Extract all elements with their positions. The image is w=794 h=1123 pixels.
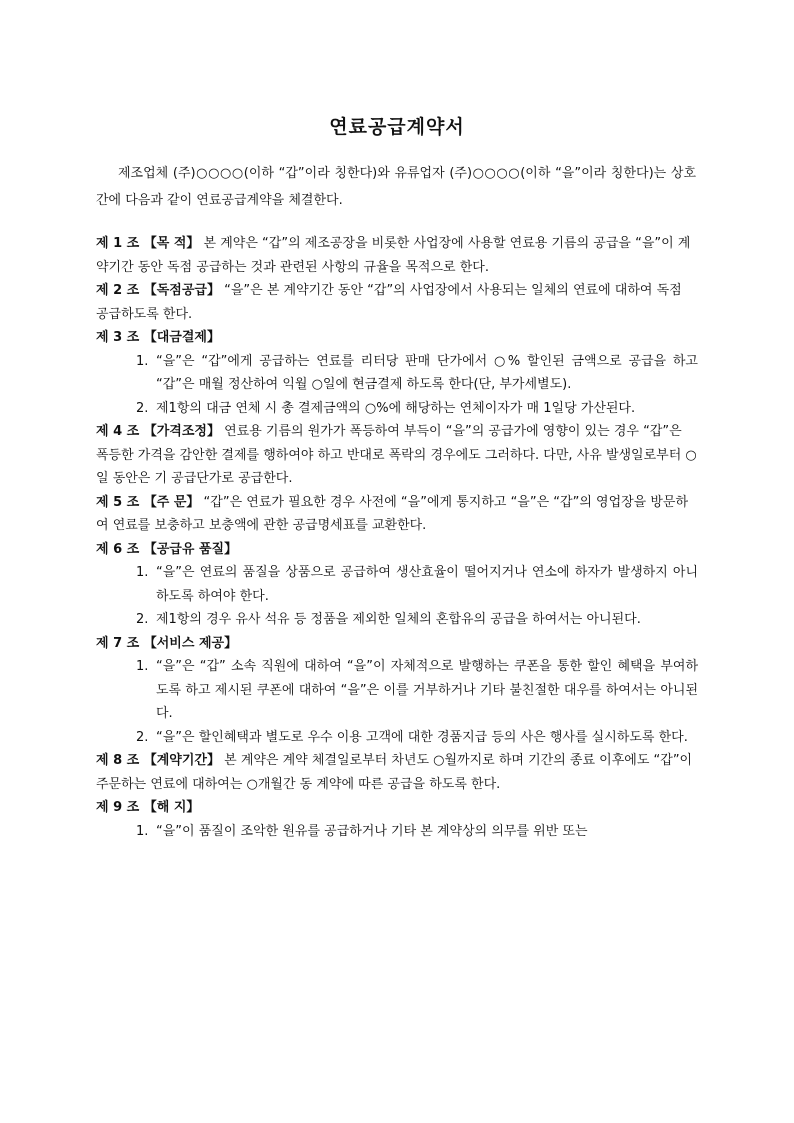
item-number: 2. <box>136 400 149 416</box>
article-heading <box>96 753 220 768</box>
article-number: 제 4 조 <box>96 424 140 439</box>
article <box>96 491 698 538</box>
article-title: 【주 문】 <box>143 494 200 510</box>
article <box>96 232 698 279</box>
article-item <box>96 561 698 608</box>
article <box>96 796 698 820</box>
article-title: 【해 지】 <box>143 800 200 815</box>
article-text: “갑”은 연료가 필요한 경우 사전에 “을”에게 통지하고 “을”은 “갑”의 영업장을 방문하여 연료를 보충하고 보충액에 관한 공급명세표를 교환한다. <box>96 494 689 533</box>
article-heading <box>96 495 199 510</box>
article <box>96 420 698 491</box>
article-title: 【공급유 품질】 <box>143 541 238 557</box>
item-number: 2. <box>136 729 149 745</box>
article-text: 본 계약은 “갑”의 제조공장을 비롯한 사업장에 사용할 연료용 기름의 공급을 “을”이 계약기간 동안 독점 공급하는 것과 관련된 사항의 규율을 목적으로 한다. <box>96 236 691 275</box>
article <box>96 538 698 562</box>
article-title: 【서비스 제공】 <box>143 635 238 651</box>
item-text: 제1항의 대금 연체 시 총 결제금액의 ○%에 해당하는 연체이자가 매 1일당 가산된다. <box>156 400 636 416</box>
article-text: 연료용 기름의 원가가 폭등하여 부득이 “을”의 공급가에 영향이 있는 경우 “갑”은 폭등한 가격을 감안한 결제를 행하여야 하고 반대로 폭락의 경우에도 그러하다. 다만, 사유 발생일로부터 ○일 동안은 기 공급단가로 공급한다. <box>96 424 697 486</box>
item-number: 1. <box>136 823 149 839</box>
article-heading <box>96 424 220 439</box>
article-title: 【독점공급】 <box>143 283 220 298</box>
article-number: 제 8 조 <box>96 753 140 768</box>
item-number: 1. <box>136 353 149 369</box>
article-item <box>96 820 698 844</box>
item-number: 1. <box>136 659 149 674</box>
article-title: 【목 적】 <box>143 236 200 251</box>
article-number: 제 2 조 <box>96 283 140 298</box>
item-text: “을”은 “갑”에게 공급하는 연료를 리터당 판매 단가에서 ○% 할인된 금액으로 공급을 하고 “갑”은 매월 정산하여 익월 ○일에 현금결제 하도록 한다(단, 부가세별도). <box>156 353 698 392</box>
article-heading <box>96 236 199 251</box>
article <box>96 279 698 326</box>
article <box>96 749 698 796</box>
article-number: 제 6 조 <box>96 541 140 557</box>
item-number: 1. <box>136 565 149 580</box>
article <box>96 632 698 656</box>
item-text: “을”은 “갑” 소속 직원에 대하여 “을”이 자체적으로 발행하는 쿠폰을 통한 할인 혜택을 부여하도록 하고 제시된 쿠폰에 대하여 “을”은 이를 거부하거나 기타 불친절한 대우를 하여서는 아니된다. <box>156 659 698 721</box>
article-heading <box>96 636 237 651</box>
article-heading <box>96 330 220 345</box>
article-number: 제 3 조 <box>96 330 140 345</box>
article-heading <box>96 800 199 815</box>
document-title: 연료공급계약서 <box>329 116 465 138</box>
article-text: 본 계약은 계약 체결일로부터 차년도 ○월까지로 하며 기간의 종료 이후에도 “갑”이 주문하는 연료에 대하여는 ○개월간 동 계약에 따른 공급을 하도록 한다. <box>96 753 693 792</box>
item-text: “을”은 할인혜택과 별도로 우수 이용 고객에 대한 경품지급 등의 사은 행사를 실시하도록 한다. <box>156 729 688 745</box>
articles-list <box>96 232 698 843</box>
article <box>96 326 698 350</box>
article-number: 제 1 조 <box>96 236 140 251</box>
article-item <box>96 350 698 397</box>
article-number: 제 5 조 <box>96 494 140 510</box>
article-text: “을”은 본 계약기간 동안 “갑”의 사업장에서 사용되는 일체의 연료에 대하여 독점 공급하도록 한다. <box>96 283 682 322</box>
article-number: 제 9 조 <box>96 800 140 815</box>
article-number: 제 7 조 <box>96 635 140 651</box>
article-item <box>96 726 698 750</box>
item-text: “을”이 품질이 조악한 원유를 공급하거나 기타 본 계약상의 의무를 위반 또는 <box>156 823 588 839</box>
item-text: “을”은 연료의 품질을 상품으로 공급하여 생산효율이 떨어지거나 연소에 하자가 발생하지 아니하도록 하여야 한다. <box>156 565 698 604</box>
article-title: 【가격조정】 <box>143 424 220 439</box>
article-heading <box>96 542 237 557</box>
article-heading <box>96 283 220 298</box>
item-text: 제1항의 경우 유사 석유 등 정품을 제외한 일체의 혼합유의 공급을 하여서는 아니된다. <box>156 612 641 627</box>
article-title: 【대금결제】 <box>143 330 220 345</box>
article-item <box>96 608 698 632</box>
article-item <box>96 397 698 421</box>
item-number: 2. <box>136 612 149 627</box>
intro-text: 제조업체 (주)○○○○(이하 “갑”이라 칭한다)와 유류업자 (주)○○○○(이하 “을”이라 칭한다)는 상호간에 다음과 같이 연료공급계약을 체결한다. <box>96 166 696 208</box>
article-item <box>96 655 698 726</box>
intro-paragraph <box>96 160 696 214</box>
article-title: 【계약기간】 <box>143 753 220 768</box>
